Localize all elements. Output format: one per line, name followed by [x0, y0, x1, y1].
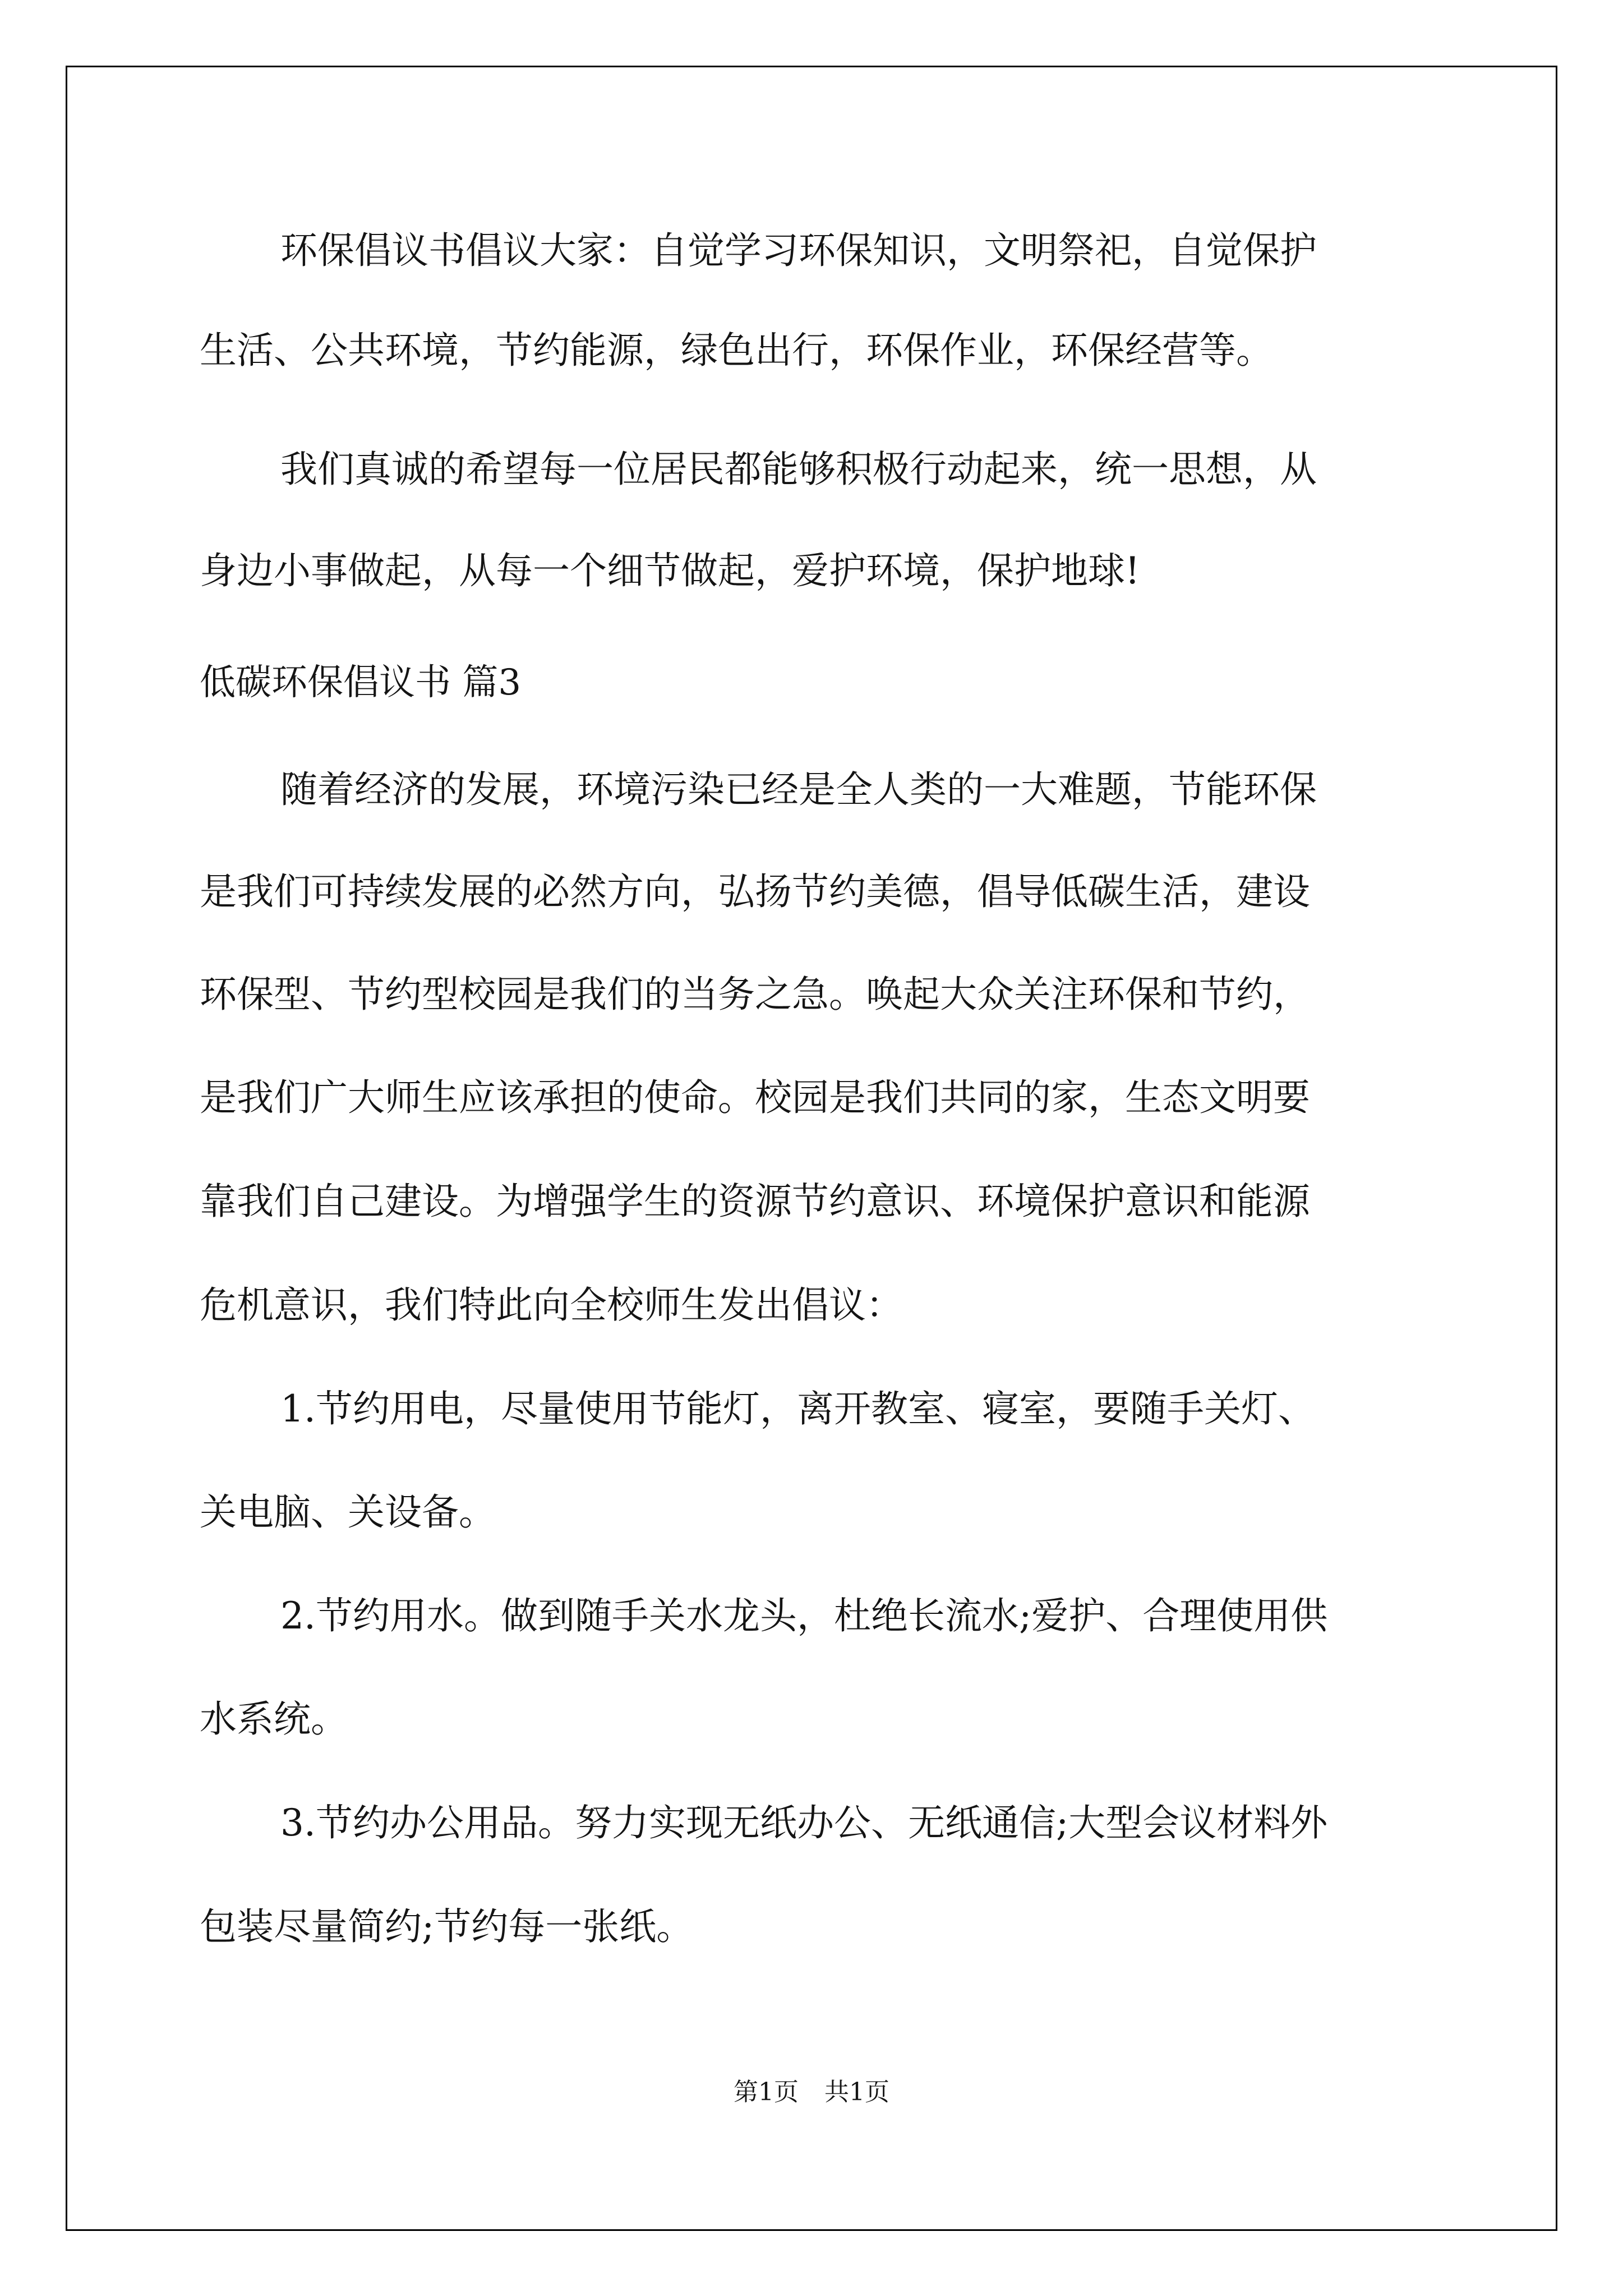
page-number-total: 共1页 [824, 2078, 889, 2106]
list-item-line: 水系统。 [200, 1697, 348, 1741]
paragraph-line: 靠我们自己建设。为增强学生的资源节约意识、环境保护意识和能源 [200, 1180, 1310, 1223]
paragraph-line: 身边小事做起，从每一个细节做起，爱护环境，保护地球! [200, 549, 1140, 592]
paragraph-line: 环保型、节约型校园是我们的当务之急。唤起大众关注环保和节约， [200, 973, 1310, 1016]
paragraph-line: 生活、公共环境，节约能源，绿色出行，环保作业，环保经营等。 [200, 329, 1273, 372]
list-item-line: 关电脑、关设备。 [200, 1490, 496, 1534]
paragraph-line: 我们真诚的希望每一位居民都能够积极行动起来，统一思想，从 [280, 448, 1317, 491]
list-item-line: 3.节约办公用品。努力实现无纸办公、无纸通信;大型会议材料外 [280, 1801, 1328, 1844]
paragraph-line: 环保倡议书倡议大家：自觉学习环保知识，文明祭祀，自觉保护 [280, 229, 1317, 272]
paragraph-line: 随着经济的发展，环境污染已经是全人类的一大难题，节能环保 [280, 768, 1317, 811]
list-item-line: 2.节约用水。做到随手关水龙头，杜绝长流水;爱护、合理使用供 [280, 1594, 1328, 1637]
page-footer [0, 2076, 1623, 2109]
page-number-current: 第1页 [734, 2078, 799, 2106]
list-item-line: 1.节约用电，尽量使用节能灯，离开教室、寝室，要随手关灯、 [280, 1387, 1315, 1430]
paragraph-line: 是我们广大师生应该承担的使命。校园是我们共同的家，生态文明要 [200, 1076, 1310, 1119]
section-heading: 低碳环保倡议书 篇3 [200, 662, 522, 703]
list-item-line: 包装尽量简约;节约每一张纸。 [200, 1905, 694, 1948]
paragraph-line: 危机意识，我们特此向全校师生发出倡议： [200, 1283, 903, 1327]
paragraph-line: 是我们可持续发展的必然方向，弘扬节约美德，倡导低碳生活，建设 [200, 870, 1310, 913]
